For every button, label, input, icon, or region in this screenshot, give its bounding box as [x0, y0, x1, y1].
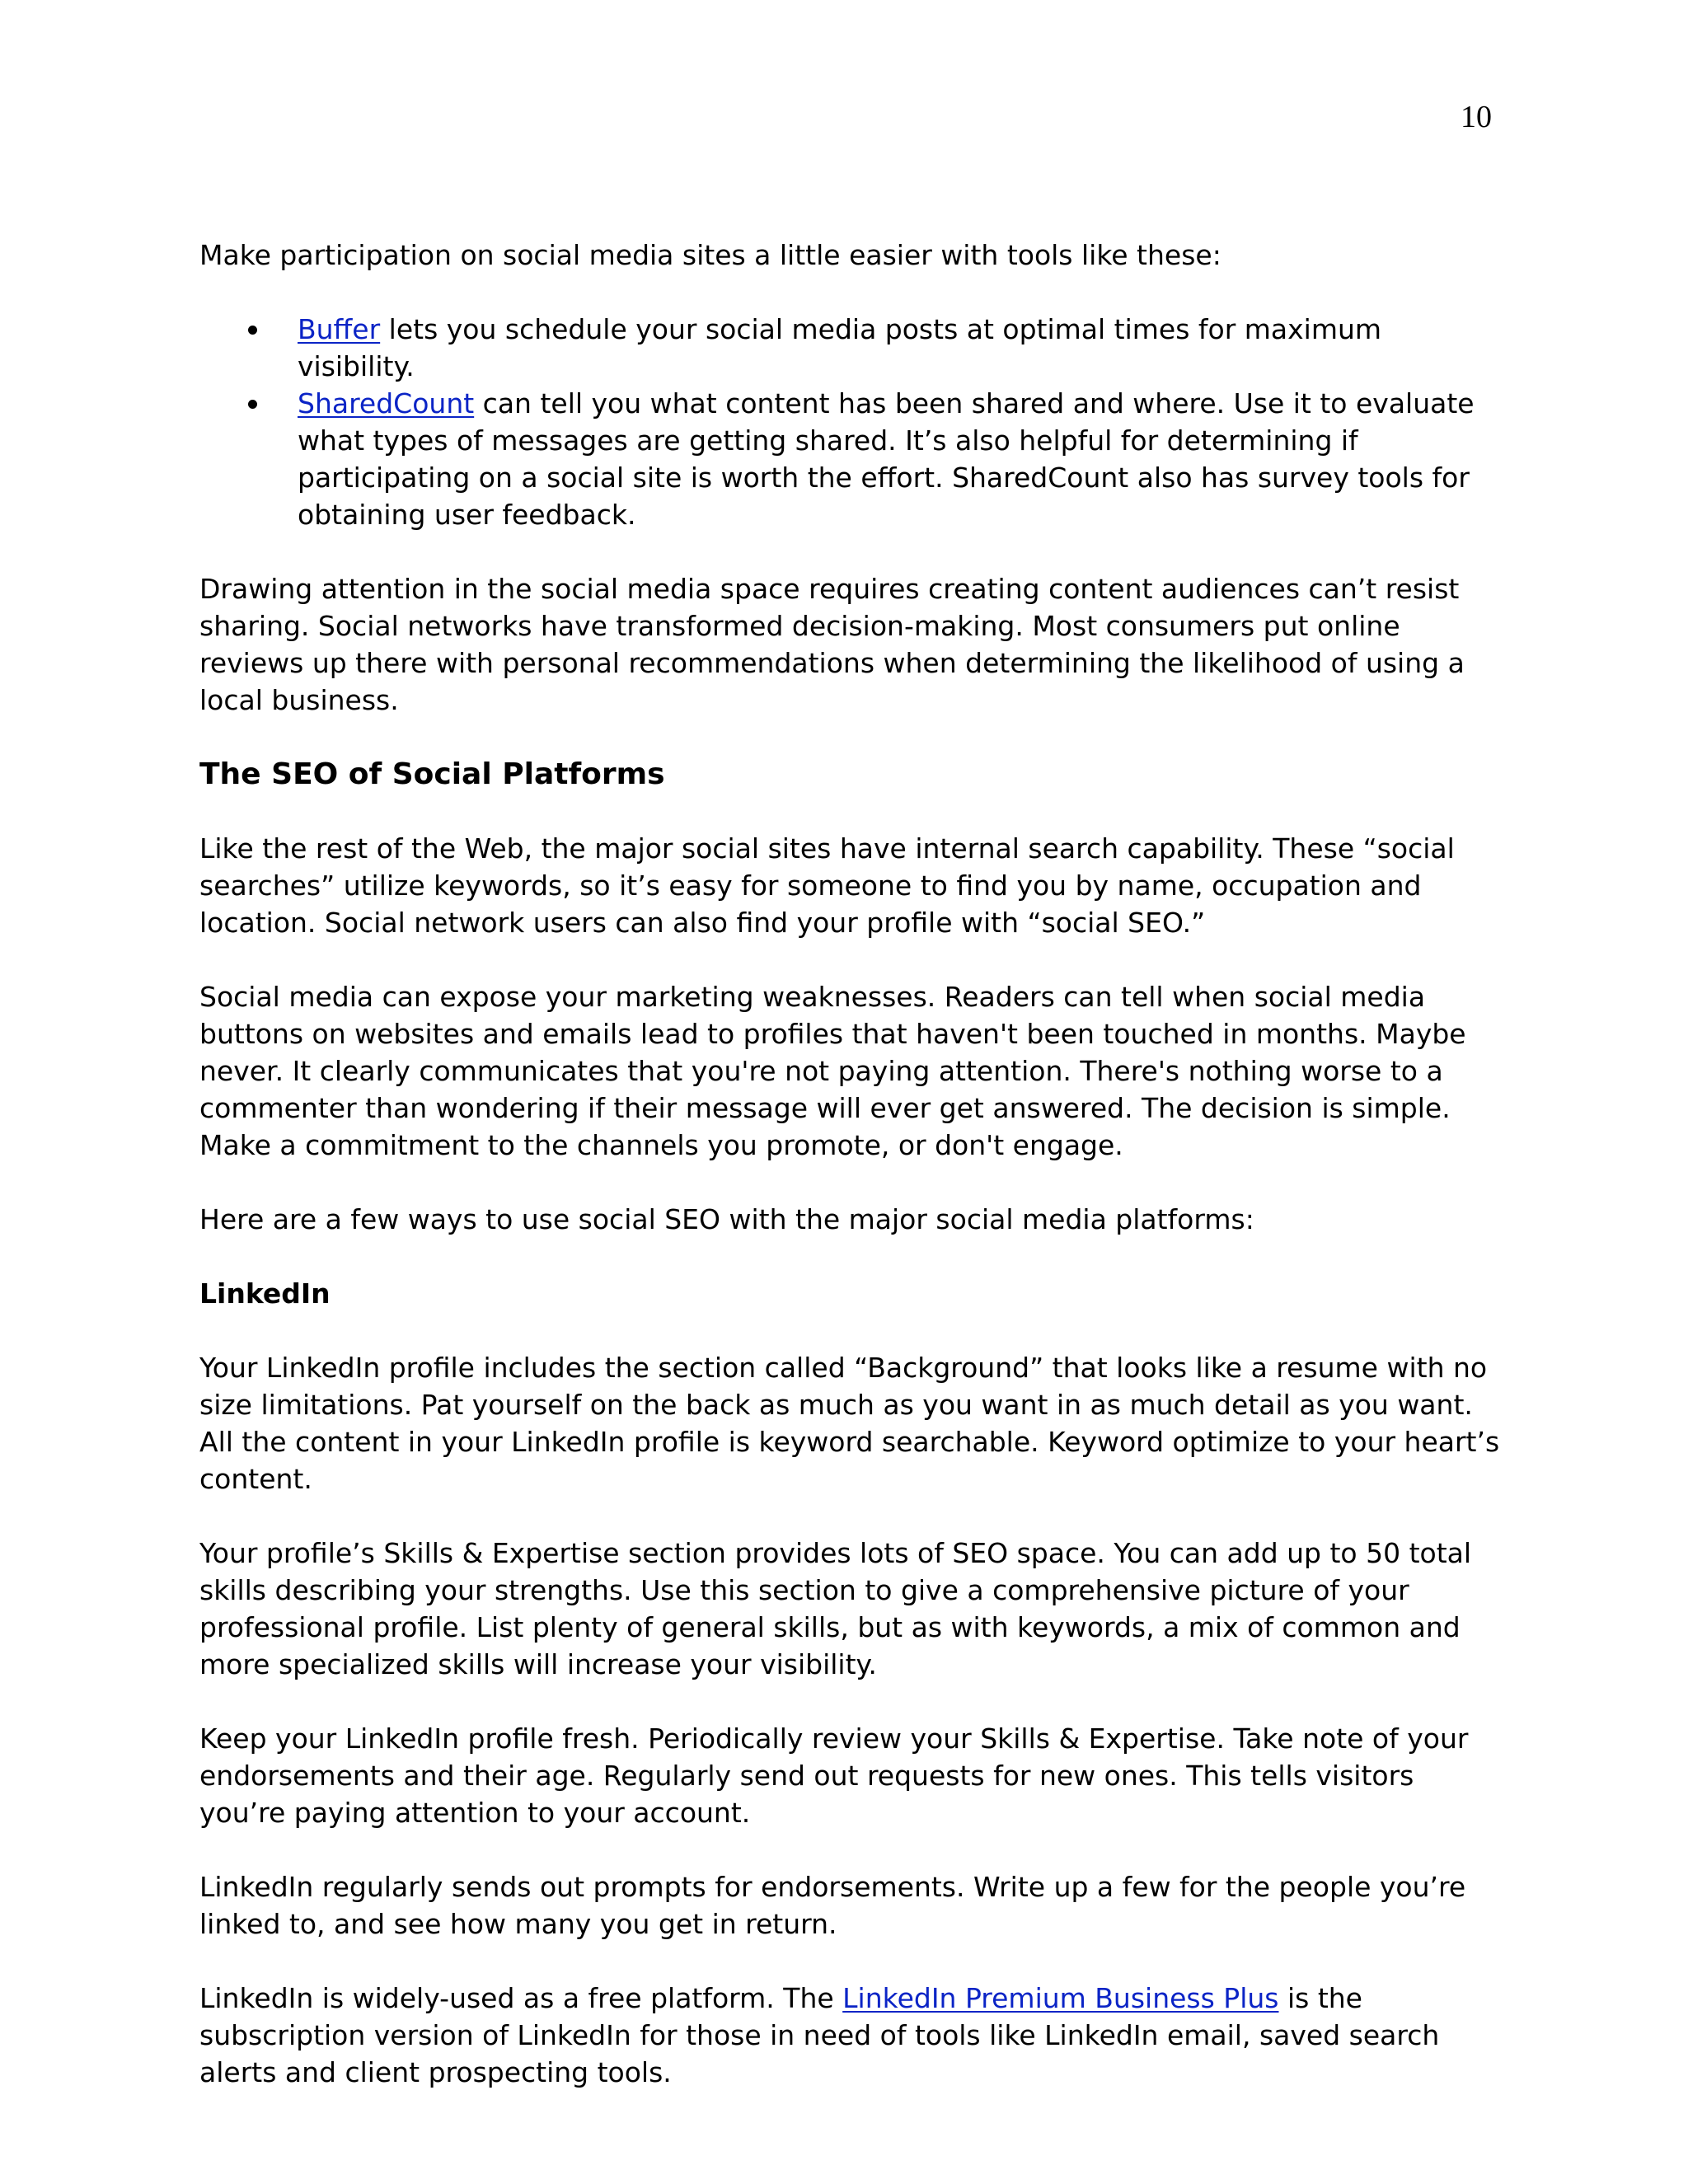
premium-paragraph — [199, 1980, 1502, 2091]
linkedin-paragraph-2: Your profile’s Skills & Expertise section provides lots of SEO space. You can add up to 50 total skills describing your strengths. Use this section to give a comprehensive picture of your professional profile. List plenty of general skills, but as with keywords, a mix of common and more specialized skills will increase your visibility. — [199, 1537, 1472, 1680]
bullet-icon — [248, 326, 257, 335]
bullet-icon — [248, 400, 257, 409]
attention-paragraph: Drawing attention in the social media space requires creating content audiences can’t resist sharing. Social networks have transformed decision-making. Most consumers put online reviews up there with personal recommendations when determining the likelihood of using a local business. — [199, 573, 1465, 716]
page-content — [199, 237, 1502, 2128]
tools-list — [199, 311, 1502, 533]
seo-paragraph-2: Social media can expose your marketing weaknesses. Readers can tell when social media buttons on websites and emails lead to profiles that haven't been touched in months. Maybe never. It clearly communicates that you're not paying attention. There's nothing worse to a commenter than wondering if their message will ever get answered. The decision is simple. Make a commitment to the channels you promote, or don't engage. — [199, 981, 1466, 1161]
linkedin-paragraph-3: Keep your LinkedIn profile fresh. Periodically review your Skills & Expertise. Take note of your endorsements and their age. Regularly send out requests for new ones. This tells visitors you’re paying attention to your account. — [199, 1722, 1469, 1829]
premium-text-after: is the subscription version of LinkedIn for those in need of tools like LinkedIn email, saved search alerts and client prospecting tools. — [199, 1982, 1440, 2088]
page-number: 10 — [1461, 100, 1492, 134]
sharedcount-link[interactable]: SharedCount — [298, 387, 475, 419]
linkedin-heading: LinkedIn — [199, 1277, 331, 1310]
premium-text-before: LinkedIn is widely-used as a free platform. The — [199, 1982, 843, 2014]
linkedin-premium-link[interactable]: LinkedIn Premium Business Plus — [842, 1982, 1279, 2014]
intro-paragraph: Make participation on social media sites a little easier with tools like these: — [199, 239, 1221, 271]
list-item — [199, 385, 1502, 533]
list-item-text: lets you schedule your social media posts at optimal times for maximum visibility. — [298, 313, 1382, 382]
buffer-link[interactable]: Buffer — [298, 313, 381, 345]
linkedin-paragraph-1: Your LinkedIn profile includes the section called “Background” that looks like a resume with no size limitations. Pat yourself on the back as much as you want in as much detail as you want. All the content in your LinkedIn profile is keyword searchable. Keyword optimize to your heart’s content. — [199, 1352, 1500, 1495]
seo-paragraph-3: Here are a few ways to use social SEO with the major social media platforms: — [199, 1203, 1254, 1235]
linkedin-paragraph-4: LinkedIn regularly sends out prompts for endorsements. Write up a few for the people you’re linked to, and see how many you get in return. — [199, 1871, 1466, 1940]
seo-section-heading: The SEO of Social Platforms — [199, 757, 665, 791]
seo-paragraph-1: Like the rest of the Web, the major social sites have internal search capability. These “social searches” utilize keywords, so it’s easy for someone to find you by name, occupation and location. Social network users can also find your profile with “social SEO.” — [199, 832, 1455, 939]
list-item — [199, 311, 1502, 385]
list-item-text: can tell you what content has been shared and where. Use it to evaluate what types of messages are getting shared. It’s also helpful for determining if participating on a social site is worth the effort. SharedCount also has survey tools for obtaining user feedback. — [298, 387, 1475, 531]
